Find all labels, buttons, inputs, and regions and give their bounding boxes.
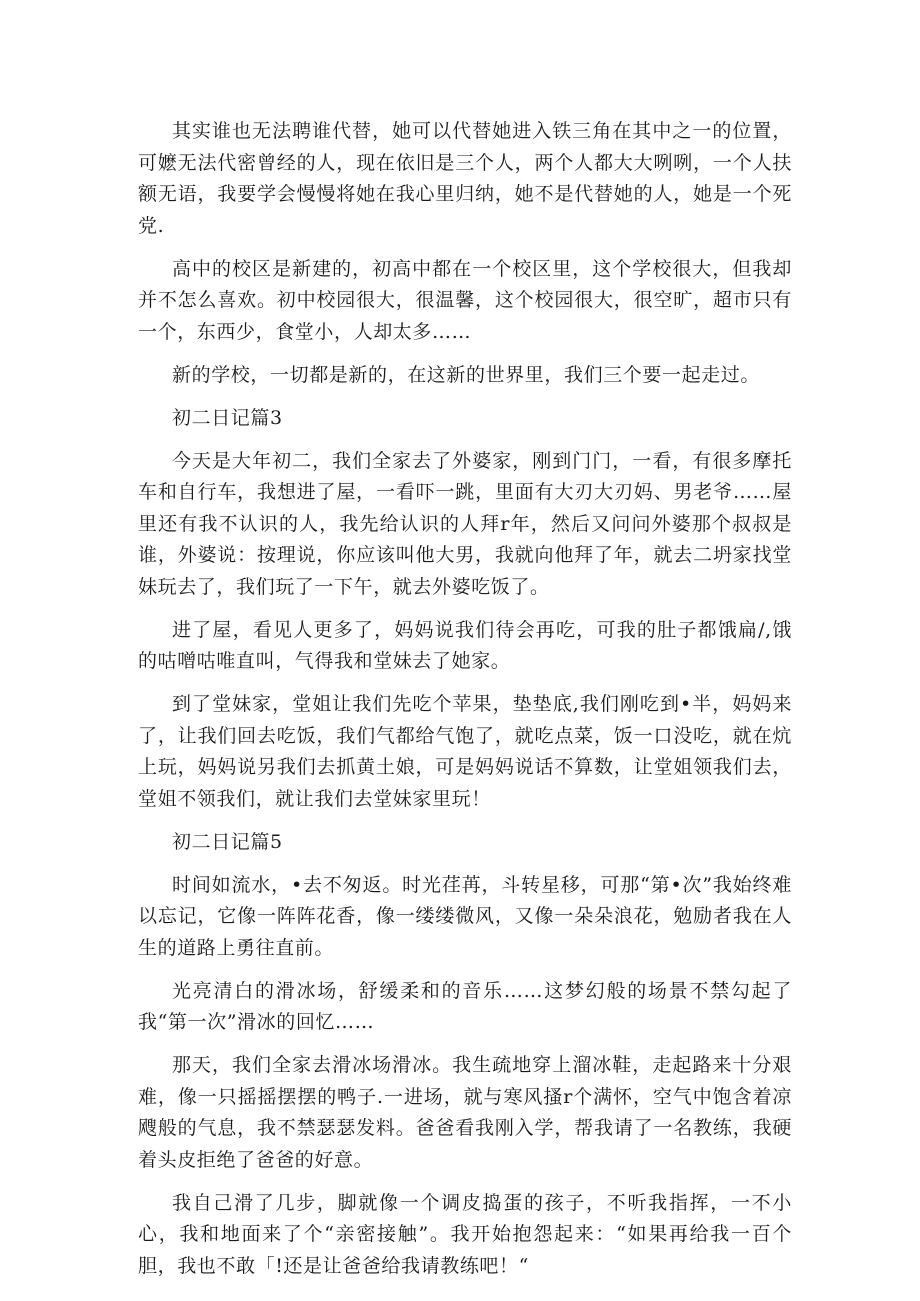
paragraph: 到了堂妹家，堂姐让我们先吃个苹果，垫垫底,我们刚吃到•半，妈妈来了，让我们回去吃饭，我们气都给气饱了，就吃点菜，饭一口没吃，就在炕上玩，妈妈说另我们去抓黄土娘，可是妈妈说话不算数，让堂姐领我们去，堂姐不领我们，就让我们去堂妹家里玩！: [138, 693, 792, 810]
paragraph: 那天，我们全家去滑冰场滑冰。我生疏地穿上溜冰鞋，走起路来十分艰难，像一只摇摇摆摆的鸭子.一进场，就与寒风搔r个满怀，空气中饱含着凉飕般的气息，我不禁瑟瑟发料。爸爸看我刚入学，帮我请了一名教练，我硬着头皮拒绝了爸爸的好意。: [138, 1054, 792, 1171]
paragraph: 今天是大年初二，我们全家去了外婆家，刚到门门，一看，有很多摩托车和自行车，我想进了屋，一看吓一跳，里面有大刃大刃妈、男老爷……屋里还有我不认识的人，我先给认识的人拜r年，然后又问问外婆那个叔叔是谁，外婆说：按理说，你应该叫他大男，我就向他拜了年，就去二坍家找堂妹玩去了，我们玩了一下午，就去外婆吃饭了。: [138, 449, 792, 598]
paragraph: 我自己滑了几步，脚就像一个调皮捣蛋的孩子，不听我指挥，一不小心，我和地面来了个“亲密接触”。我开始抱怨起来：“如果再给我一百个胆，我也不敢「!还是让爸爸给我请教练吧！“: [138, 1191, 792, 1277]
paragraph: 进了屋，看见人更多了，妈妈说我们待会再吃，可我的肚子都饿扁/,饿的咕噌咕唯直叫，气得我和堂妹去了她家。: [138, 618, 792, 672]
section-heading: 初二日记篇5: [172, 830, 283, 853]
paragraph: 其实谁也无法聘谁代替，她可以代替她进入铁三角在其中之一的位置，可嬷无法代密曾经的人，现在依旧是三个人，两个人都大大咧咧，一个人扶额无语，我要学会慢慢将她在我心里归纳，她不是代替她的人，她是一个死党.: [138, 120, 792, 237]
paragraph: 新的学校，一切都是新的，在这新的世界里，我们三个要一起走过。: [172, 363, 761, 386]
paragraph: 时间如流水，•去不匆返。时光荏苒，斗转星移，可那“第•次”我始终难以忘记，它像一阵阵花香，像一缕缕微风，又像一朵朵浪花，勉励者我在人生的道路上勇往直前。: [138, 873, 792, 959]
paragraph: 高中的校区是新建的，初高中都在一个校区里，这个学校很大，但我却并不怎么喜欢。初中校园很大，很温馨，这个校园很大，很空旷，超市只有一个，东西少，食堂小，人却太多……: [138, 257, 792, 343]
paragraph: 光亮清白的滑冰场，舒缓柔和的音乐……这梦幻般的场景不禁勾起了我“第一次”滑冰的回忆……: [138, 979, 792, 1033]
section-heading: 初二日记篇3: [172, 406, 283, 429]
document-body: [138, 116, 792, 1294]
